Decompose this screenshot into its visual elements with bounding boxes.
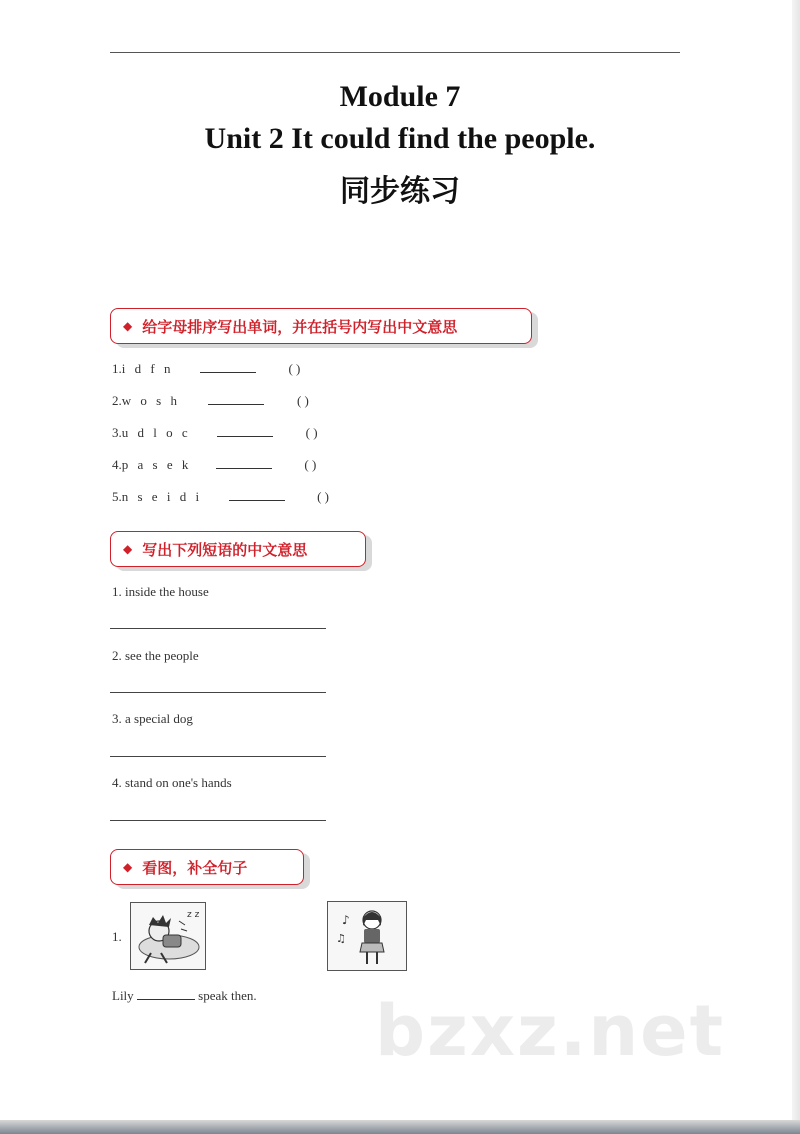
diamond-icon: ◆	[123, 542, 133, 556]
picture-item-number: 1.	[112, 929, 122, 944]
phrase-item: 4. stand on one's hands	[112, 775, 232, 790]
answer-blank[interactable]	[137, 989, 195, 1000]
section-heading-phrases	[110, 531, 366, 567]
module-title: Module 7	[339, 80, 461, 113]
section-heading-text: 写出下列短语的中文意思	[142, 540, 308, 559]
section-heading-text: 看图，补全句子	[142, 858, 248, 877]
sleeping-boy-picture	[130, 902, 206, 970]
reorder-item: 1.i d f n ( )	[112, 361, 301, 376]
header-rule	[110, 52, 680, 53]
phrase-item: 1. inside the house	[112, 584, 209, 599]
answer-blank[interactable]	[229, 490, 285, 501]
reorder-item: 3.u d l o c ( )	[112, 425, 318, 440]
svg-text:♪: ♪	[342, 913, 350, 927]
girl-singing-picture	[327, 901, 407, 971]
diamond-icon: ◆	[123, 860, 133, 874]
svg-text:z z: z z	[187, 910, 200, 920]
section-heading-text: 给字母排序写出单词，并在括号内写出中文意思	[142, 317, 458, 336]
reorder-item: 5.n s e i d i ( )	[112, 489, 329, 504]
unit-title: Unit 2 It could find the people.	[204, 122, 596, 155]
answer-blank[interactable]	[216, 458, 272, 469]
page-bottom-border	[0, 1120, 800, 1134]
reorder-item: 4.p a s e k ( )	[112, 457, 317, 472]
reorder-item: 2.w o s h ( )	[112, 393, 309, 408]
answer-blank[interactable]	[217, 426, 273, 437]
phrase-item: 2. see the people	[112, 648, 199, 663]
answer-line[interactable]	[110, 628, 326, 629]
watermark: bzxz.net	[375, 990, 726, 1072]
answer-line[interactable]	[110, 820, 326, 821]
answer-blank[interactable]	[208, 394, 264, 405]
picture-sentence: Lily speak then.	[112, 988, 257, 1003]
diamond-icon: ◆	[123, 319, 133, 333]
answer-line[interactable]	[110, 692, 326, 693]
svg-text:♫: ♫	[336, 932, 346, 945]
answer-blank[interactable]	[200, 362, 256, 373]
section-heading-reorder	[110, 308, 532, 344]
answer-line[interactable]	[110, 756, 326, 757]
section-heading-pictures	[110, 849, 304, 885]
exercise-subtitle: 同步练习	[340, 174, 460, 209]
phrase-item: 3. a special dog	[112, 711, 193, 726]
